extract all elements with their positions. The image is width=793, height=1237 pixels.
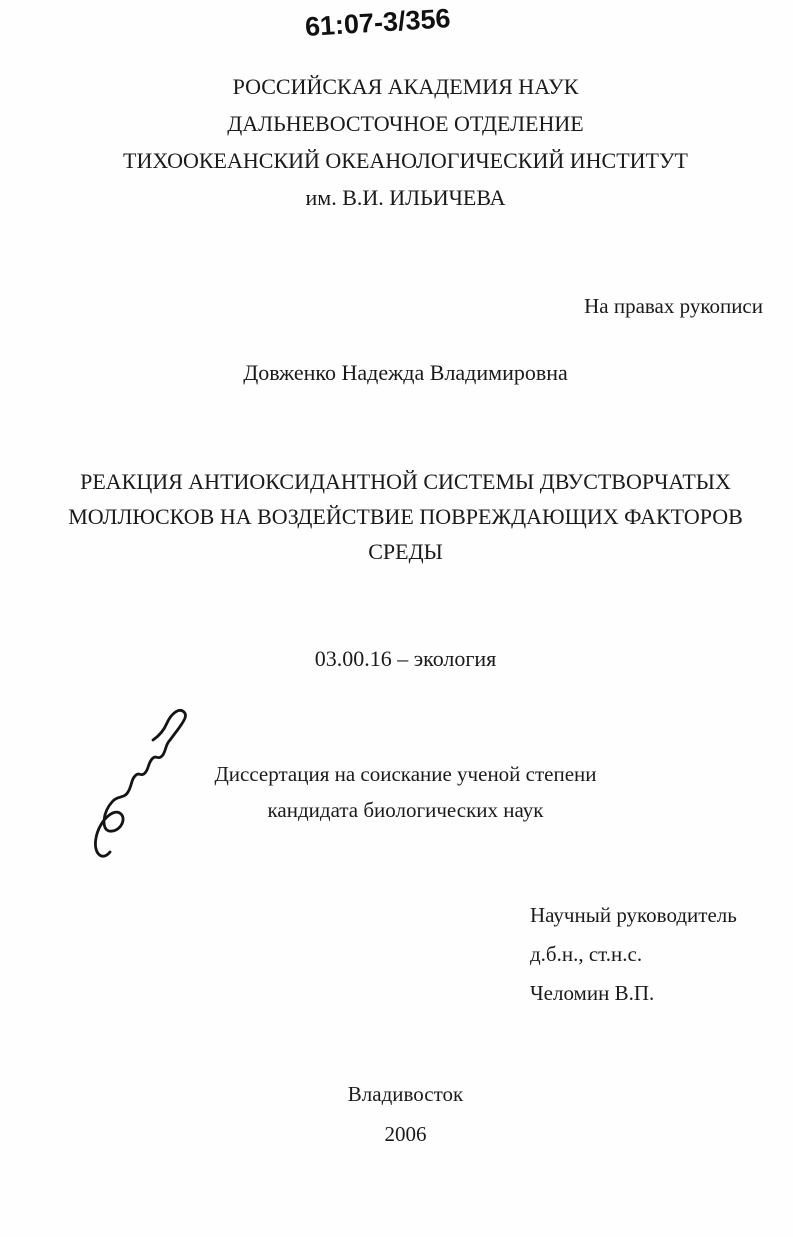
supervisor-label: Научный руководитель (530, 903, 737, 927)
city: Владивосток (347, 1082, 464, 1106)
year: 2006 (384, 1122, 427, 1146)
institution-line-academy: РОССИЙСКАЯ АКАДЕМИЯ НАУК (232, 74, 579, 99)
author-name: Довженко Надежда Владимировна (243, 360, 568, 385)
degree-line-2: кандидата биологических наук (267, 798, 544, 822)
institution-line-named-after: им. В.И. ИЛЬИЧЕВА (305, 185, 506, 210)
supervisor-block (530, 896, 737, 1013)
degree-statement (18, 756, 793, 828)
institution-header (18, 68, 793, 216)
manuscript-rights-note: На правах рукописи (584, 294, 763, 318)
catalog-stamp: 61:07-3/356 (304, 3, 452, 43)
title-line-2: МОЛЛЮСКОВ НА ВОЗДЕЙСТВИЕ ПОВРЕЖДАЮЩИХ ФАКТОРОВ (68, 504, 743, 529)
degree-line-1: Диссертация на соискание ученой степени (214, 762, 597, 786)
institution-line-branch: ДАЛЬНЕВОСТОЧНОЕ ОТДЕЛЕНИЕ (227, 111, 584, 136)
institution-line-institute: ТИХООКЕАНСКИЙ ОКЕАНОЛОГИЧЕСКИЙ ИНСТИТУТ (123, 148, 688, 173)
supervisor-name: Челомин В.П. (530, 981, 655, 1005)
specialty-code: 03.00.16 – экология (314, 646, 497, 671)
title-line-1: РЕАКЦИЯ АНТИОКСИДАНТНОЙ СИСТЕМЫ ДВУСТВОРЧАТЫХ (80, 469, 731, 494)
dissertation-title (18, 464, 793, 569)
title-line-3: СРЕДЫ (368, 539, 443, 564)
supervisor-degree: д.б.н., ст.н.с. (530, 942, 643, 966)
